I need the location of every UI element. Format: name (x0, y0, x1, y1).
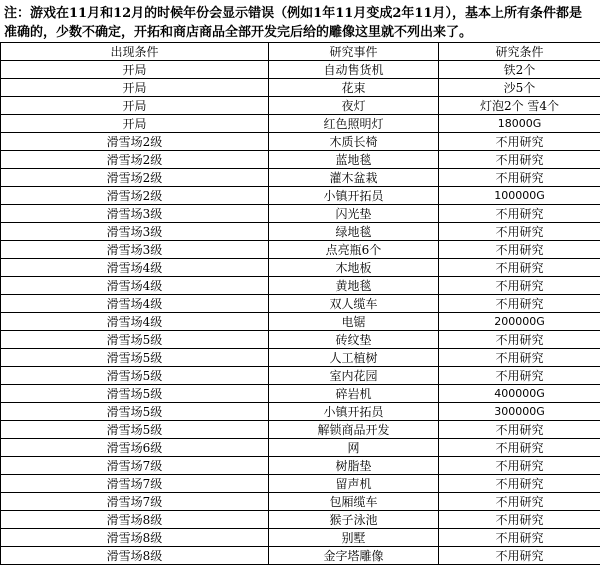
cell-requirement: 不用研究 (439, 439, 600, 457)
cell-requirement: 铁2个 (439, 61, 600, 79)
cell-event: 小镇开拓员 (269, 187, 439, 205)
cell-event: 砖纹垫 (269, 331, 439, 349)
table-row (1, 295, 600, 313)
cell-event: 碎岩机 (269, 385, 439, 403)
table-row (1, 385, 600, 403)
cell-condition: 滑雪场5级 (1, 403, 269, 421)
cell-requirement: 不用研究 (439, 277, 600, 295)
cell-requirement: 300000G (439, 403, 600, 421)
cell-event: 小镇开拓员 (269, 403, 439, 421)
table-row (1, 151, 600, 169)
cell-condition: 滑雪场3级 (1, 241, 269, 259)
table-row (1, 205, 600, 223)
table-row (1, 97, 600, 115)
table-row (1, 313, 600, 331)
research-table (0, 42, 600, 565)
cell-requirement: 不用研究 (439, 331, 600, 349)
cell-requirement: 不用研究 (439, 223, 600, 241)
cell-event: 网 (269, 439, 439, 457)
cell-event: 蓝地毯 (269, 151, 439, 169)
cell-condition: 滑雪场6级 (1, 439, 269, 457)
table-row (1, 277, 600, 295)
cell-requirement: 不用研究 (439, 133, 600, 151)
cell-condition: 开局 (1, 79, 269, 97)
cell-requirement: 不用研究 (439, 367, 600, 385)
cell-condition: 开局 (1, 61, 269, 79)
cell-event: 别墅 (269, 529, 439, 547)
table-row (1, 133, 600, 151)
cell-requirement: 不用研究 (439, 259, 600, 277)
cell-event: 灌木盆栽 (269, 169, 439, 187)
table-row (1, 223, 600, 241)
cell-requirement: 不用研究 (439, 457, 600, 475)
table-row (1, 115, 600, 133)
cell-event: 绿地毯 (269, 223, 439, 241)
table-row (1, 403, 600, 421)
cell-event: 电锯 (269, 313, 439, 331)
cell-requirement: 不用研究 (439, 205, 600, 223)
cell-requirement: 不用研究 (439, 421, 600, 439)
table-row (1, 421, 600, 439)
table-row (1, 367, 600, 385)
table-row (1, 61, 600, 79)
table-row (1, 259, 600, 277)
cell-event: 包厢缆车 (269, 493, 439, 511)
cell-condition: 滑雪场8级 (1, 511, 269, 529)
cell-requirement: 不用研究 (439, 349, 600, 367)
cell-event: 金字塔雕像 (269, 547, 439, 565)
cell-requirement: 不用研究 (439, 529, 600, 547)
table-row (1, 457, 600, 475)
table-row (1, 331, 600, 349)
cell-requirement: 不用研究 (439, 475, 600, 493)
header-requirement: 研究条件 (439, 43, 600, 61)
cell-requirement: 18000G (439, 115, 600, 133)
cell-event: 人工植树 (269, 349, 439, 367)
cell-condition: 开局 (1, 115, 269, 133)
cell-event: 解锁商品开发 (269, 421, 439, 439)
cell-condition: 滑雪场3级 (1, 205, 269, 223)
table-row (1, 349, 600, 367)
cell-requirement: 不用研究 (439, 241, 600, 259)
cell-condition: 开局 (1, 97, 269, 115)
cell-event: 留声机 (269, 475, 439, 493)
cell-requirement: 100000G (439, 187, 600, 205)
cell-condition: 滑雪场5级 (1, 421, 269, 439)
cell-event: 猴子泳池 (269, 511, 439, 529)
cell-event: 夜灯 (269, 97, 439, 115)
table-row (1, 475, 600, 493)
cell-requirement: 200000G (439, 313, 600, 331)
cell-condition: 滑雪场2级 (1, 187, 269, 205)
cell-event: 闪光垫 (269, 205, 439, 223)
table-row (1, 79, 600, 97)
cell-event: 木地板 (269, 259, 439, 277)
cell-requirement: 灯泡2个 雪4个 (439, 97, 600, 115)
table-row (1, 187, 600, 205)
cell-condition: 滑雪场4级 (1, 313, 269, 331)
cell-event: 红色照明灯 (269, 115, 439, 133)
header-condition: 出现条件 (1, 43, 269, 61)
cell-condition: 滑雪场5级 (1, 367, 269, 385)
cell-condition: 滑雪场4级 (1, 277, 269, 295)
cell-condition: 滑雪场7级 (1, 457, 269, 475)
cell-condition: 滑雪场2级 (1, 133, 269, 151)
cell-requirement: 不用研究 (439, 493, 600, 511)
cell-condition: 滑雪场7级 (1, 493, 269, 511)
cell-requirement: 400000G (439, 385, 600, 403)
header-event: 研究事件 (269, 43, 439, 61)
cell-event: 木质长椅 (269, 133, 439, 151)
table-row (1, 547, 600, 565)
cell-event: 点亮瓶6个 (269, 241, 439, 259)
cell-condition: 滑雪场5级 (1, 349, 269, 367)
cell-requirement: 不用研究 (439, 169, 600, 187)
cell-event: 树脂垫 (269, 457, 439, 475)
cell-event: 黄地毯 (269, 277, 439, 295)
cell-event: 双人缆车 (269, 295, 439, 313)
cell-condition: 滑雪场5级 (1, 331, 269, 349)
cell-condition: 滑雪场4级 (1, 295, 269, 313)
cell-condition: 滑雪场8级 (1, 547, 269, 565)
cell-condition: 滑雪场3级 (1, 223, 269, 241)
cell-requirement: 不用研究 (439, 151, 600, 169)
cell-requirement: 不用研究 (439, 295, 600, 313)
cell-requirement: 不用研究 (439, 547, 600, 565)
table-row (1, 493, 600, 511)
note-text: 注：游戏在11月和12月的时候年份会显示错误（例如1年11月变成2年11月），基本上所有条件都是准确的，少数不确定，开拓和商店商品全部开发完后给的雕像这里就不列出来了。 (0, 0, 600, 42)
table-row (1, 241, 600, 259)
cell-requirement: 沙5个 (439, 79, 600, 97)
cell-event: 自动售货机 (269, 61, 439, 79)
table-row (1, 169, 600, 187)
table-row (1, 439, 600, 457)
cell-requirement: 不用研究 (439, 511, 600, 529)
cell-condition: 滑雪场2级 (1, 169, 269, 187)
table-row (1, 529, 600, 547)
cell-condition: 滑雪场8级 (1, 529, 269, 547)
cell-condition: 滑雪场2级 (1, 151, 269, 169)
cell-event: 花束 (269, 79, 439, 97)
cell-event: 室内花园 (269, 367, 439, 385)
table-header-row (1, 43, 600, 61)
cell-condition: 滑雪场4级 (1, 259, 269, 277)
cell-condition: 滑雪场7级 (1, 475, 269, 493)
cell-condition: 滑雪场5级 (1, 385, 269, 403)
